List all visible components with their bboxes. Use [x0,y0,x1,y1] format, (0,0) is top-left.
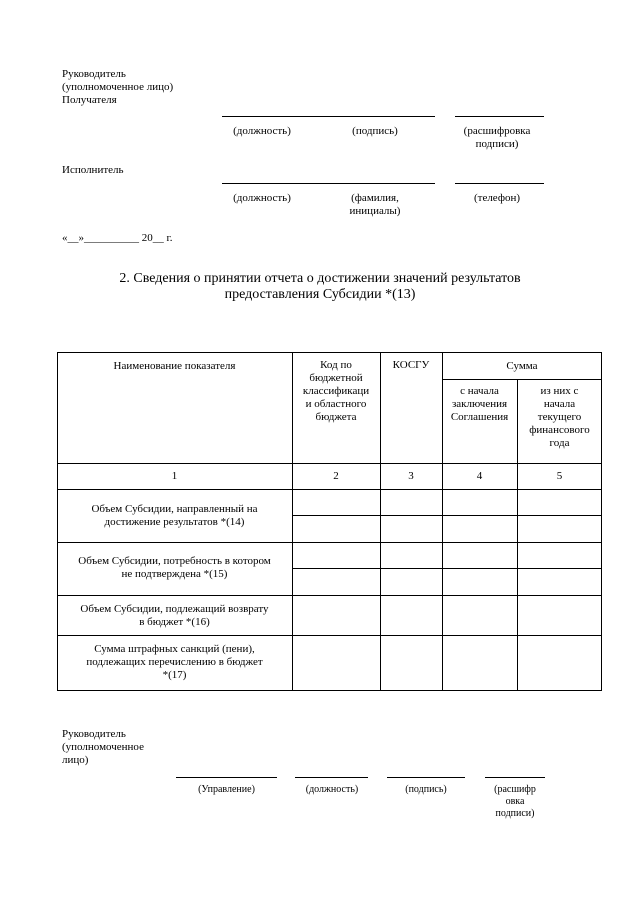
caption-position-bottom: (должность) [305,784,359,795]
position-line [295,777,368,778]
caption-decode-bottom: (расшифр овка подписи) [494,784,536,819]
header-name: Наименование показателя [113,360,236,372]
caption-position2: (должность) [233,192,291,204]
decode-line-bottom [485,777,545,778]
header-of-them: из них с начала текущего финансового года [529,385,590,449]
col-number: 5 [556,470,563,482]
row-label: Объем Субсидии, потребность в котором не подтверждена *(15) [78,555,271,580]
row-label: Объем Субсидии, подлежащий возврату в бюджет *(16) [80,603,269,628]
section-title: 2. Сведения о принятии отчета о достижении значений результатов предоставления Субсидии *(13) [119,271,521,302]
report-table [57,352,602,691]
col-number: 3 [408,470,414,482]
header-kosgu: КОСГУ [392,359,430,371]
executor-line [222,183,435,184]
executor-label: Исполнитель [62,164,124,176]
header-sum: Сумма [506,360,538,372]
col-number: 4 [476,470,483,482]
dept-line [176,777,277,778]
header-code: Код по бюджетной классификаци и областного бюджета [302,359,370,423]
signature-line [387,777,465,778]
caption-position: (должность) [233,125,291,137]
col-number: 1 [171,470,178,482]
row-label: Объем Субсидии, направленный на достижение результатов *(14) [91,503,258,528]
caption-phone: (телефон) [473,192,521,204]
position-signature-line [222,116,435,117]
caption-signature-bottom: (подпись) [405,784,447,795]
row-label: Сумма штрафных санкций (пени), подлежащих перечислению в бюджет *(17) [86,643,263,681]
caption-signature: (подпись) [352,125,398,137]
phone-line [455,183,544,184]
head-label: Руководитель (уполномоченное лицо) Получателя [62,68,174,106]
caption-name: (фамилия, инициалы) [349,192,401,217]
col-number: 2 [333,470,339,482]
bottom-head-label: Руководитель (уполномоченное лицо) [62,728,144,766]
caption-dept: (Управление) [198,784,255,795]
header-from-start: с начала заключения Соглашения [450,385,509,423]
caption-decode: (расшифровка подписи) [463,125,531,150]
date-line: «__»__________ 20__ г. [62,232,173,244]
decode-line [455,116,544,117]
